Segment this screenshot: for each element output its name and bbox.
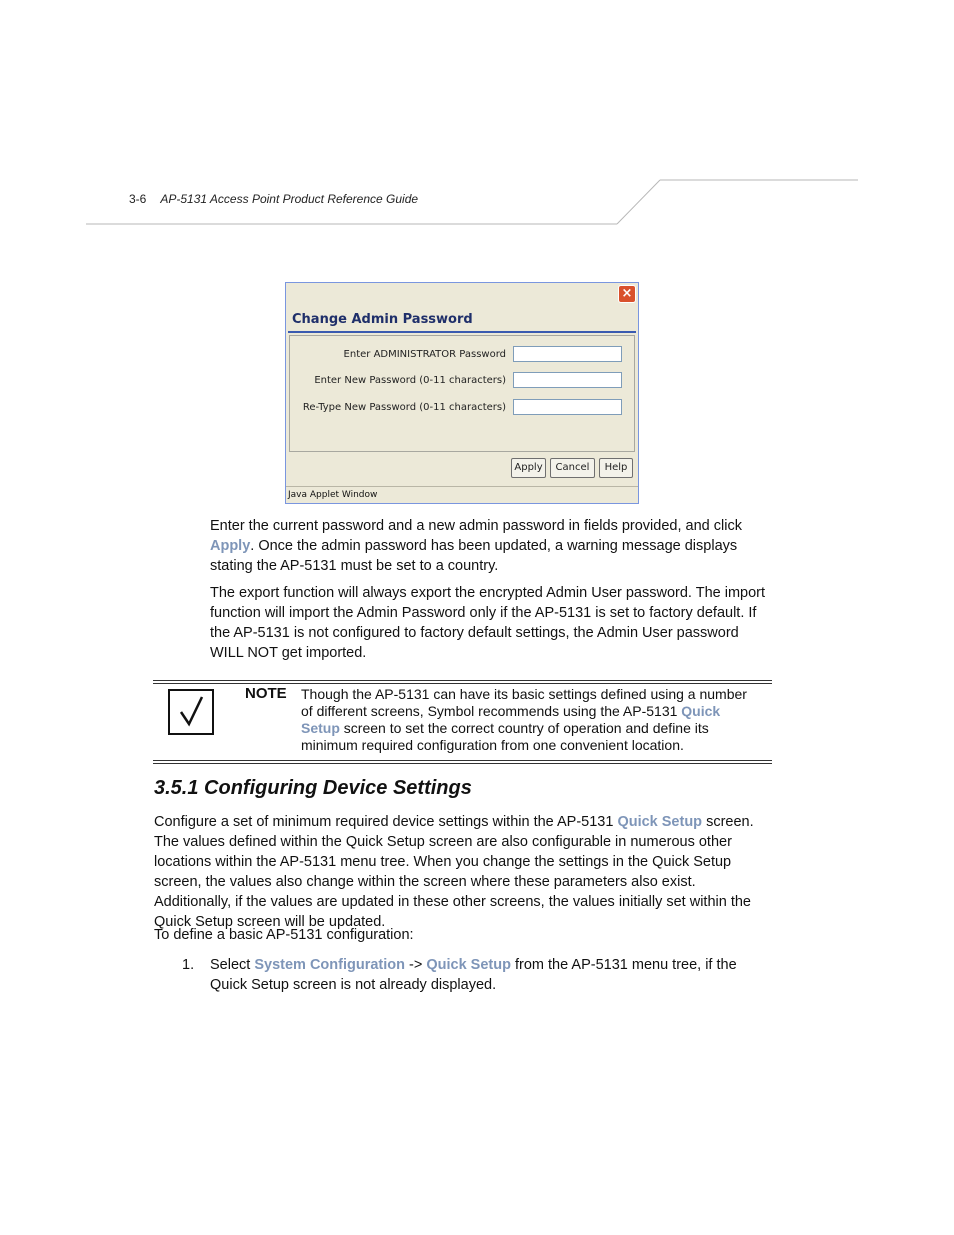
checkmark-icon: [168, 689, 214, 735]
apply-button[interactable]: Apply: [511, 458, 546, 478]
step-number: 1.: [182, 957, 195, 973]
change-admin-password-dialog: [285, 282, 639, 504]
quick-setup-link-step[interactable]: Quick Setup: [426, 957, 511, 973]
note-top-rule-inner: [153, 683, 772, 684]
paragraph-device-settings: [154, 812, 774, 932]
close-icon[interactable]: ×: [618, 285, 636, 303]
section-title: 3.5.1 Configuring Device Settings: [154, 777, 472, 799]
note-text-end: screen to set the correct country of operation and define its minimum required configuration from one convenient location.: [301, 720, 709, 753]
retype-password-label: Re-Type New Password (0-11 characters): [302, 402, 506, 413]
running-header: [129, 192, 418, 206]
system-configuration-link[interactable]: System Configuration: [254, 957, 405, 973]
note-top-rule: [153, 680, 772, 681]
step-arrow: ->: [405, 957, 427, 973]
admin-password-label: Enter ADMINISTRATOR Password: [343, 349, 506, 360]
applet-status-bar: Java Applet Window: [286, 486, 638, 503]
note-text-start: Though the AP-5131 can have its basic settings defined using a number of different screens, Symbol recommends using the AP-5131: [301, 686, 747, 719]
note-label: NOTE: [245, 685, 287, 702]
page-number: 3-6: [129, 192, 147, 206]
admin-password-input[interactable]: [513, 346, 622, 362]
dialog-heading-rule: [288, 331, 636, 333]
dialog-titlebar: [286, 283, 638, 305]
para1-text-start: Enter the current password and a new admin password in fields provided, and click: [210, 518, 742, 534]
cancel-button[interactable]: Cancel: [550, 458, 595, 478]
paragraph-intro: To define a basic AP-5131 configuration:: [154, 927, 414, 943]
dialog-heading: Change Admin Password: [292, 312, 473, 327]
section-para-end: screen. The values defined within the Quick Setup screen are also configurable in numerous other locations within the AP-5131 menu tree. When you change the settings in the Quick Setup screen, the values also change within the screen where these parameters also exist. Additionally, if the values are updated in these other screens, the values initially set within the Quick Setup screen will be updated.: [154, 814, 754, 930]
new-password-label: Enter New Password (0-11 characters): [314, 375, 506, 386]
note-bottom-rule-inner: [153, 763, 772, 764]
retype-password-input[interactable]: [513, 399, 622, 415]
note-bottom-rule: [153, 760, 772, 761]
section-para-start: Configure a set of minimum required device settings within the AP-5131: [154, 814, 618, 830]
paragraph-export-import: The export function will always export the encrypted Admin User password. The import function will import the Admin Password only if the AP-5131 is set to factory default. If the AP-5131 is not configured to factory default settings, the Admin User password WILL NOT get imported.: [210, 585, 766, 661]
step-text-end: from the AP-5131 menu tree, if the Quick Setup screen is not already displayed.: [210, 957, 737, 993]
step-text-start: Select: [210, 957, 255, 973]
help-button[interactable]: Help: [599, 458, 633, 478]
paragraph-apply-instructions: [210, 516, 770, 576]
note-text: [301, 686, 761, 754]
guide-title: AP-5131 Access Point Product Reference Guide: [160, 192, 419, 206]
para1-text-end: . Once the admin password has been updated, a warning message displays stating the AP-5131 must be set to a country.: [210, 538, 738, 574]
quick-setup-link-section[interactable]: Quick Setup: [617, 814, 703, 830]
step-1-text: [210, 955, 770, 995]
quick-setup-link[interactable]: Quick Setup: [301, 703, 721, 736]
apply-link[interactable]: Apply: [210, 538, 251, 554]
new-password-input[interactable]: [513, 372, 622, 388]
